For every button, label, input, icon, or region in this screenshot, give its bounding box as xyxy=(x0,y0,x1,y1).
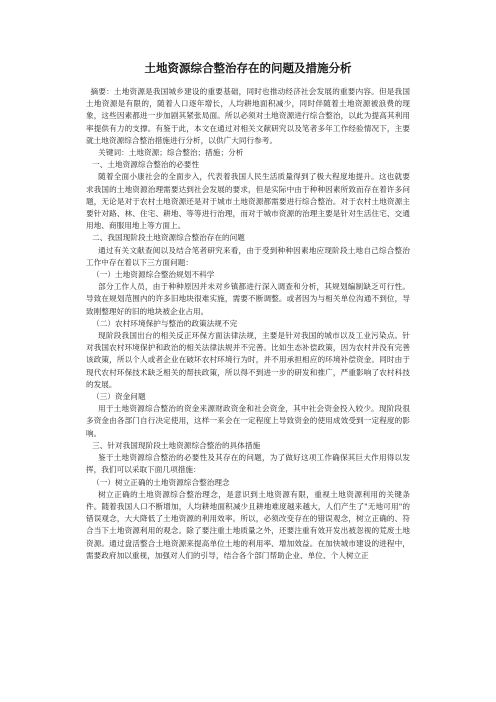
body-paragraph: 用于土地资源综合整治的资金来源财政资金和社会资金，其中社会资金投入较少。现阶段很多资金由各部门自行决定使用，这样一来会在一定程度上导致资金的使用成效受到一定程度的影响。 xyxy=(86,404,410,438)
subsection-heading: （一）土地资源综合整治规划不科学 xyxy=(92,270,215,280)
body-paragraph: 部分工作人员，由于种种原因并未对乡镇都进行深入调查和分析，其规划编制缺乏可行性。导致在规划范围内的许多旧地块很难实施，需要不断调整。或者因为与相关单位沟通不到位，导致刚整理好的旧的地块被企业占用。 xyxy=(86,282,410,316)
document-body xyxy=(86,86,410,562)
subsection-heading: （一）树立正确的土地资源综合整治理念 xyxy=(92,477,230,487)
section-heading: 一、土地资源综合整治的必要性 xyxy=(92,160,200,170)
body-paragraph: 通过有关文献查阅以及结合笔者研究来看，由于受到种种因素地应现阶段土地自己综合整治工作中存在着以下三方面问题： xyxy=(86,245,410,267)
subsection-heading: （三）资金问题 xyxy=(92,392,146,402)
body-paragraph: 树立正确的土地资源综合整治理念，是意识到土地资源有限，重视土地资源利用的关键条件。随着我国人口不断增加，人均耕地面积减少且耕地难度越来越大，人们产生了"无地可用"的错误观念，大大降低了土地资源的利用效率。所以，必须改变存在的错误观念，树立正确的、符合当下土地资源利用的观念。除了要注重土地质量之外，还要注重有效开发出被忽视的荒废土地资源。通过盘活整合土地资源来提高单位土地的利用率、增加效益。在加快城市建设的进程中，需要政府加以重视，加强对人们的引导，结合各个部门帮助企业、单位、个人树立正 xyxy=(86,489,410,560)
section-heading: 二、我国现阶段土地资源综合整治存在的问题 xyxy=(92,233,245,243)
body-paragraph: 鉴于土地资源综合整治的必要性及其存在的问题，为了做好这项工作确保其巨大作用得以发挥，我们可以采取下面几项措施： xyxy=(86,453,410,475)
body-paragraph: 现阶段我国出台的相关反正环保方面法律法规，主要是针对我国的城市以及工业污染点。针对我国农村环境保护和政治的相关法律法规并不完善。比如生态补偿政策，因为农村并没有完善该政策，所以个人或者企业在破坏农村环境行为时，并不用承担相应的环境补偿资金。同时由于现代农村环保技术缺乏相关的帮扶政策，所以得不到进一步的研发和推广，严重影响了农村科技的发展。 xyxy=(86,331,410,389)
page-title: 土地资源综合整治存在的问题及措施分析 xyxy=(144,61,352,75)
keywords-line: 关键词：土地资源；综合整治；措施；分析 xyxy=(98,148,244,158)
abstract-paragraph: 摘要：土地资源是我国城乡建设的重要基础，同时也推动经济社会发展的重要内容。但是我国土地资源是有限的，随着人口逐年增长，人均耕地面积减少，同时伴随着土地资源被浪费的现象，这些因素都进一步加剧其紧张局面。所以必须对土地资源进行综合整治，以此为提高其利用率提供有力的支撑。有鉴于此，本文在通过对相关文献研究以及笔者多年工作经验情况下，主要就土地资源综合整治措施进行分析，以供广大同行参考。 xyxy=(86,87,410,145)
subsection-heading: （二）农村环境保护与整治的政策法规不完 xyxy=(92,318,238,328)
body-paragraph: 随着全面小康社会的全面步入，代表着我国人民生活质量得到了极大程度地提升。这也就要求我国的土地资源治理需要达到社会发展的要求，但是实际中由于种种因素所致而存在着许多问题，无论是对于农村土地资源还是对于城市土地资源都需要进行综合整治。对于农村土地资源主要针对路、林、住宅、耕地、等等进行治理，而对于城市资源的治理主要是针对生活住宅、交通用地、商服用地上等方面上。 xyxy=(86,172,410,231)
section-heading: 三、针对我国现阶段土地资源综合整治的具体措施 xyxy=(92,440,261,450)
